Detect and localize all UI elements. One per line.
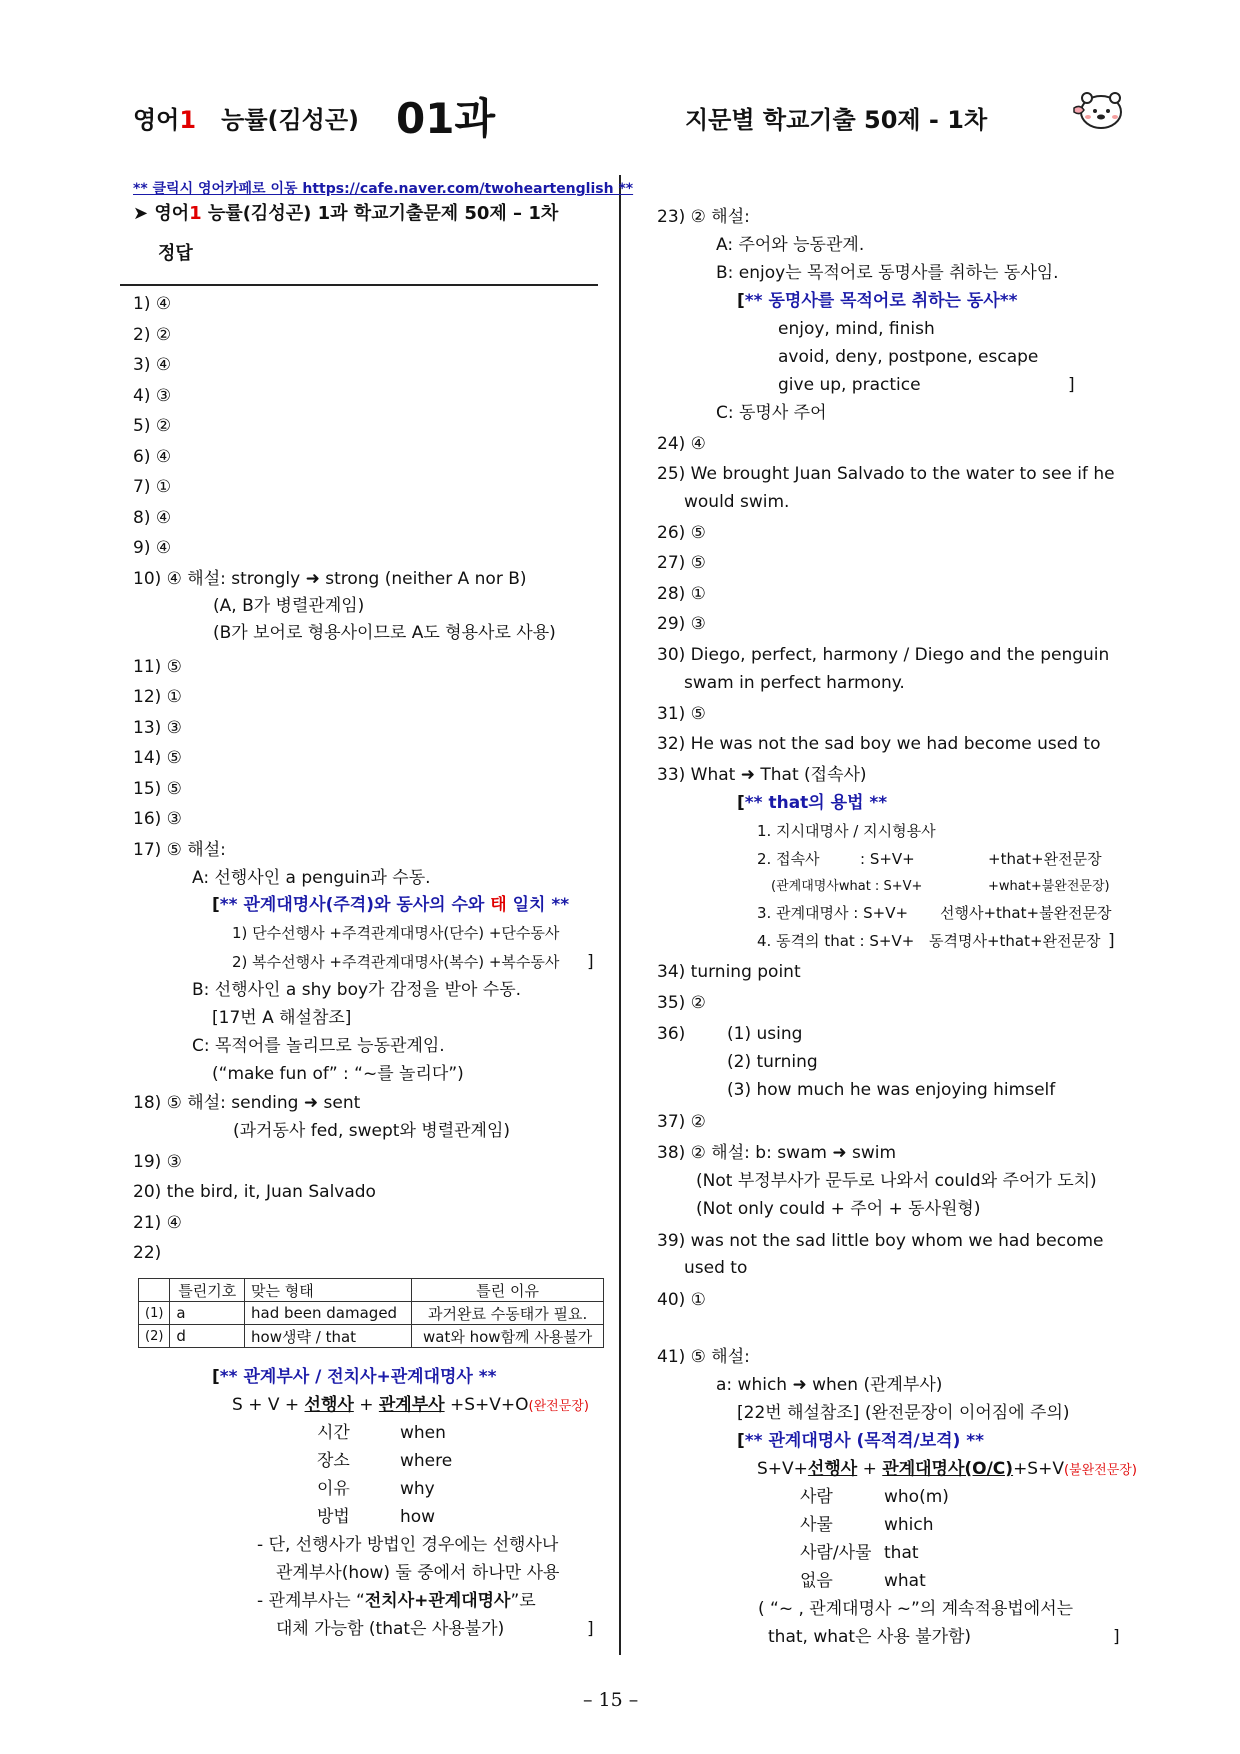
answer-31: 31) ⑤: [657, 704, 706, 724]
answer-39: 39) was not the sad little boy whom we had become: [657, 1231, 1104, 1251]
rel-note-1b: 관계부사(how) 둘 중에서 하나만 사용: [276, 1563, 560, 1583]
rel-adverb-title: [212, 1365, 497, 1390]
answer-17-b: B: 선행사인 a shy boy가 감정을 받아 수동.: [192, 980, 522, 1000]
answer-17: 17) ⑤ 해설:: [133, 840, 226, 860]
answer-33-bracket-close: ]: [1108, 931, 1115, 951]
answer-29: 29) ③: [657, 614, 706, 634]
box-title-part1: ** 관계대명사(주격)와 동사의 수와: [219, 895, 491, 915]
answer-16: 16) ③: [133, 809, 182, 829]
section-title: [133, 201, 558, 226]
lesson-title: 01과: [396, 94, 496, 143]
answer-10: 10) ④ 해설: strongly ➜ strong (neither A nor B): [133, 569, 527, 589]
rel-row-time-value: when: [400, 1423, 446, 1443]
answer-11: 11) ⑤: [133, 657, 182, 677]
rel-pron-row-none-label: 없음: [800, 1571, 833, 1591]
rel-row-time-label: 시간: [317, 1423, 350, 1443]
table-cell: (2): [139, 1325, 170, 1348]
answer-23-c: C: 동명사 주어: [716, 403, 827, 423]
bear-face-icon: [1070, 86, 1128, 134]
answer-25-cont: would swim.: [684, 492, 790, 512]
answer-17-rule-1: 1) 단수선행사 +주격관계대명사(단수) +단수동사: [232, 924, 560, 942]
answer-7: 7) ①: [133, 477, 172, 497]
rel-row-place-value: where: [400, 1451, 453, 1471]
rel-pron-row-person-label: 사람: [800, 1487, 833, 1507]
answer-27: 27) ⑤: [657, 553, 706, 573]
formula-part: S+V+: [757, 1459, 808, 1479]
answer-5: 5) ②: [133, 416, 172, 436]
answer-33-row-3a: 3. 관계대명사 : S+V+: [757, 904, 909, 922]
answer-41-formula: [757, 1457, 1137, 1483]
answer-37: 37) ②: [657, 1112, 706, 1132]
answer-22: 22): [133, 1243, 162, 1263]
formula-antecedent: 선행사: [807, 1459, 858, 1479]
cafe-link[interactable]: ** 클릭시 영어카페로 이동 https://cafe.naver.com/twoheartenglish **: [133, 181, 634, 197]
answer-17-box-title: [212, 893, 569, 918]
answer-17-rule-2: 2) 복수선행사 +주격관계대명사(복수) +복수동사: [232, 953, 560, 971]
answer-33-row-2a: 2. 접속사: [757, 850, 820, 868]
answer-35: 35) ②: [657, 993, 706, 1013]
formula-part: +: [353, 1395, 379, 1415]
bracket-open: [: [737, 1431, 745, 1451]
answer-33-row-3b: 선행사+that+불완전문장: [940, 904, 1112, 922]
rel-pron-row-both-value: that: [884, 1543, 919, 1563]
table-cell: how생략 / that: [245, 1325, 412, 1348]
answer-41-box-title: [737, 1429, 984, 1454]
rel-note-2a: [257, 1589, 536, 1614]
table-cell: (1): [139, 1302, 170, 1325]
answer-3: 3) ④: [133, 355, 172, 375]
answer-39-cont: used to: [684, 1258, 748, 1278]
rel-row-method-value: how: [400, 1507, 436, 1527]
formula-part: +: [857, 1459, 883, 1479]
answer-23-b: B: enjoy는 목적어로 동명사를 취하는 동사임.: [716, 263, 1059, 283]
bracket-open: [: [212, 895, 220, 915]
note-part: ”로: [510, 1591, 536, 1611]
answer-17-c: C: 목적어를 놀리므로 능동관계임.: [192, 1036, 445, 1056]
answer-36: 36): [657, 1024, 686, 1044]
answer-33: 33) What ➜ That (접속사): [657, 765, 867, 785]
answer-23: 23) ② 해설:: [657, 207, 750, 227]
answer-41-bracket-close: ]: [1113, 1627, 1120, 1647]
answer-10-note-2: (B가 보어로 형용사이므로 A도 형용사로 사용): [213, 623, 556, 643]
publisher: 능률(김성곤): [221, 106, 360, 134]
answer-12: 12) ①: [133, 687, 182, 707]
answer-23-a: A: 주어와 능동관계.: [716, 235, 865, 255]
answer-9: 9) ④: [133, 538, 172, 558]
formula-antecedent: 선행사: [304, 1395, 354, 1415]
table-cell: wat와 how함께 사용불가: [412, 1325, 604, 1348]
table-header-row: [139, 1279, 604, 1302]
answer-23-row-1: enjoy, mind, finish: [778, 319, 935, 339]
formula-part: +S+V: [1013, 1459, 1064, 1479]
rel-row-place-label: 장소: [317, 1451, 350, 1471]
answer-14: 14) ⑤: [133, 748, 182, 768]
answer-41-note-1: ( “~ , 관계대명사 ~”의 계속적용법에서는: [758, 1599, 1074, 1619]
answer-18-note: (과거동사 fed, swept와 병렬관계임): [233, 1121, 511, 1141]
answer-1: 1) ④: [133, 294, 172, 314]
section-subtitle: 정답: [158, 243, 193, 264]
table-header-cell: [139, 1279, 170, 1302]
answer-17-bracket-close: ]: [587, 952, 594, 972]
bracket-open: [: [737, 291, 745, 311]
answer-23-box-title: [737, 289, 1018, 314]
answer-17-a: A: 선행사인 a penguin과 수동.: [192, 868, 431, 888]
rel-title-text: ** 관계부사 / 전치사+관계대명사 **: [219, 1367, 497, 1387]
answer-38-note-1: (Not 부정부사가 문두로 나와서 could와 주어가 도치): [696, 1171, 1097, 1191]
subject-title: [133, 100, 359, 135]
table-header-cell: 틀린기호: [170, 1279, 245, 1302]
answer-33-row-1: 1. 지시대명사 / 지시형용사: [757, 822, 936, 840]
right-title: 지문별 학교기출 50제 - 1차: [685, 106, 988, 134]
table-header-cell: 맞는 형태: [245, 1279, 412, 1302]
answer-33-row-2c: +that+완전문장: [988, 850, 1102, 868]
answer-33-row-4b: 동격명사+that+완전문장: [929, 932, 1101, 950]
answer-23-bracket-close: ]: [1068, 375, 1075, 395]
subject-number: 1: [179, 106, 197, 134]
answer-17-b-ref: [17번 A 해설참조]: [212, 1008, 352, 1028]
answer-33-row-4a: 4. 동격의 that : S+V+: [757, 932, 915, 950]
answer-32: 32) He was not the sad boy we had become used to: [657, 734, 1101, 754]
table-row: [139, 1302, 604, 1325]
answer-38-note-2: (Not only could + 주어 + 동사원형): [696, 1199, 981, 1219]
answer-24: 24) ④: [657, 434, 706, 454]
answer-33-row-2b: : S+V+: [860, 850, 915, 868]
rel-note-1a: - 단, 선행사가 방법인 경우에는 선행사나: [257, 1535, 559, 1555]
answer-30-cont: swam in perfect harmony.: [684, 673, 905, 693]
answer-34: 34) turning point: [657, 962, 801, 982]
answer-2: 2) ②: [133, 325, 172, 345]
box-title-text: ** 동명사를 목적어로 취하는 동사**: [744, 291, 1018, 311]
answer-20: 20) the bird, it, Juan Salvado: [133, 1182, 376, 1202]
subject-prefix: 영어: [133, 106, 180, 134]
answer-23-row-2: avoid, deny, postpone, escape: [778, 347, 1039, 367]
box-title-red: 태: [490, 895, 507, 915]
rel-adverb-formula: [232, 1393, 589, 1419]
answer-4: 4) ③: [133, 386, 172, 406]
table-cell: d: [170, 1325, 245, 1348]
box-title-text: ** 관계대명사 (목적격/보격) **: [744, 1431, 985, 1451]
box-title-part2: 일치 **: [506, 895, 570, 915]
answer-40: 40) ①: [657, 1290, 706, 1310]
answer-8: 8) ④: [133, 508, 172, 528]
table-cell: a: [170, 1302, 245, 1325]
section-title-prefix: ➤ 영어: [133, 203, 190, 224]
formula-rel-pronoun: 관계대명사(O/C): [882, 1459, 1014, 1479]
section-title-number: 1: [189, 203, 202, 224]
rel-pron-row-person-value: who(m): [884, 1487, 949, 1507]
section-rule: [120, 284, 598, 286]
formula-rel-adverb: 관계부사: [378, 1395, 445, 1415]
answer-22-table: [138, 1278, 604, 1348]
answer-41-ref: [22번 해설참조] (완전문장이 이어짐에 주의): [737, 1403, 1070, 1423]
formula-part: S + V +: [232, 1395, 305, 1415]
answer-21: 21) ④: [133, 1213, 182, 1233]
answer-28: 28) ①: [657, 584, 706, 604]
answer-13: 13) ③: [133, 718, 182, 738]
note-bold: 전치사+관계대명사: [364, 1591, 511, 1611]
answer-36-1: (1) using: [727, 1024, 803, 1044]
rel-note-2b: 대체 가능함 (that은 사용불가): [276, 1619, 505, 1639]
note-part: - 관계부사는 “: [257, 1591, 365, 1611]
formula-part: +S+V+O: [444, 1395, 529, 1415]
rel-bracket-close: ]: [587, 1619, 594, 1639]
rel-row-reason-label: 이유: [317, 1479, 350, 1499]
answer-19: 19) ③: [133, 1152, 182, 1172]
answer-36-2: (2) turning: [727, 1052, 818, 1072]
answer-18: 18) ⑤ 해설: sending ➜ sent: [133, 1093, 361, 1113]
answer-41-a: a: which ➜ when (관계부사): [716, 1375, 943, 1395]
bracket-open: [: [212, 1367, 220, 1387]
answer-30: 30) Diego, perfect, harmony / Diego and the penguin: [657, 645, 1110, 665]
box-title-text: ** that의 용법 **: [744, 793, 888, 813]
rel-pron-row-thing-label: 사물: [800, 1515, 833, 1535]
answer-15: 15) ⑤: [133, 779, 182, 799]
answer-33-box-title: [737, 791, 887, 816]
bracket-open: [: [737, 793, 745, 813]
rel-row-method-label: 방법: [317, 1507, 350, 1527]
answer-36-3: (3) how much he was enjoying himself: [727, 1080, 1056, 1100]
section-title-rest: 능률(김성곤) 1과 학교기출문제 50제 – 1차: [201, 203, 559, 224]
formula-complete: (완전문장): [528, 1399, 589, 1414]
column-divider: [619, 175, 621, 1655]
answer-38: 38) ② 해설: b: swam ➜ swim: [657, 1143, 897, 1163]
rel-pron-row-thing-value: which: [884, 1515, 934, 1535]
answer-26: 26) ⑤: [657, 523, 706, 543]
rel-row-reason-value: why: [400, 1479, 435, 1499]
answer-17-c-note: (“make fun of” : “~를 놀리다”): [212, 1064, 464, 1084]
answer-33-row-2e: +what+불완전문장): [988, 879, 1110, 894]
table-header-cell: 틀린 이유: [412, 1279, 604, 1302]
formula-incomplete: (불완전문장): [1063, 1463, 1137, 1478]
table-row: [139, 1325, 604, 1348]
answer-23-row-3: give up, practice: [778, 375, 921, 395]
table-cell: had been damaged: [245, 1302, 412, 1325]
answer-6: 6) ④: [133, 447, 172, 467]
answer-41-note-2: that, what은 사용 불가함): [768, 1627, 972, 1647]
answer-25: 25) We brought Juan Salvado to the water to see if he: [657, 464, 1115, 484]
rel-pron-row-none-value: what: [884, 1571, 926, 1591]
rel-pron-row-both-label: 사람/사물: [800, 1543, 872, 1563]
answer-41: 41) ⑤ 해설:: [657, 1347, 750, 1367]
page-number: – 15 –: [583, 1689, 639, 1711]
table-cell: 과거완료 수동태가 필요.: [412, 1302, 604, 1325]
answer-10-note-1: (A, B가 병렬관계임): [213, 596, 365, 616]
answer-33-row-2d: (관계대명사what : S+V+: [771, 879, 923, 894]
